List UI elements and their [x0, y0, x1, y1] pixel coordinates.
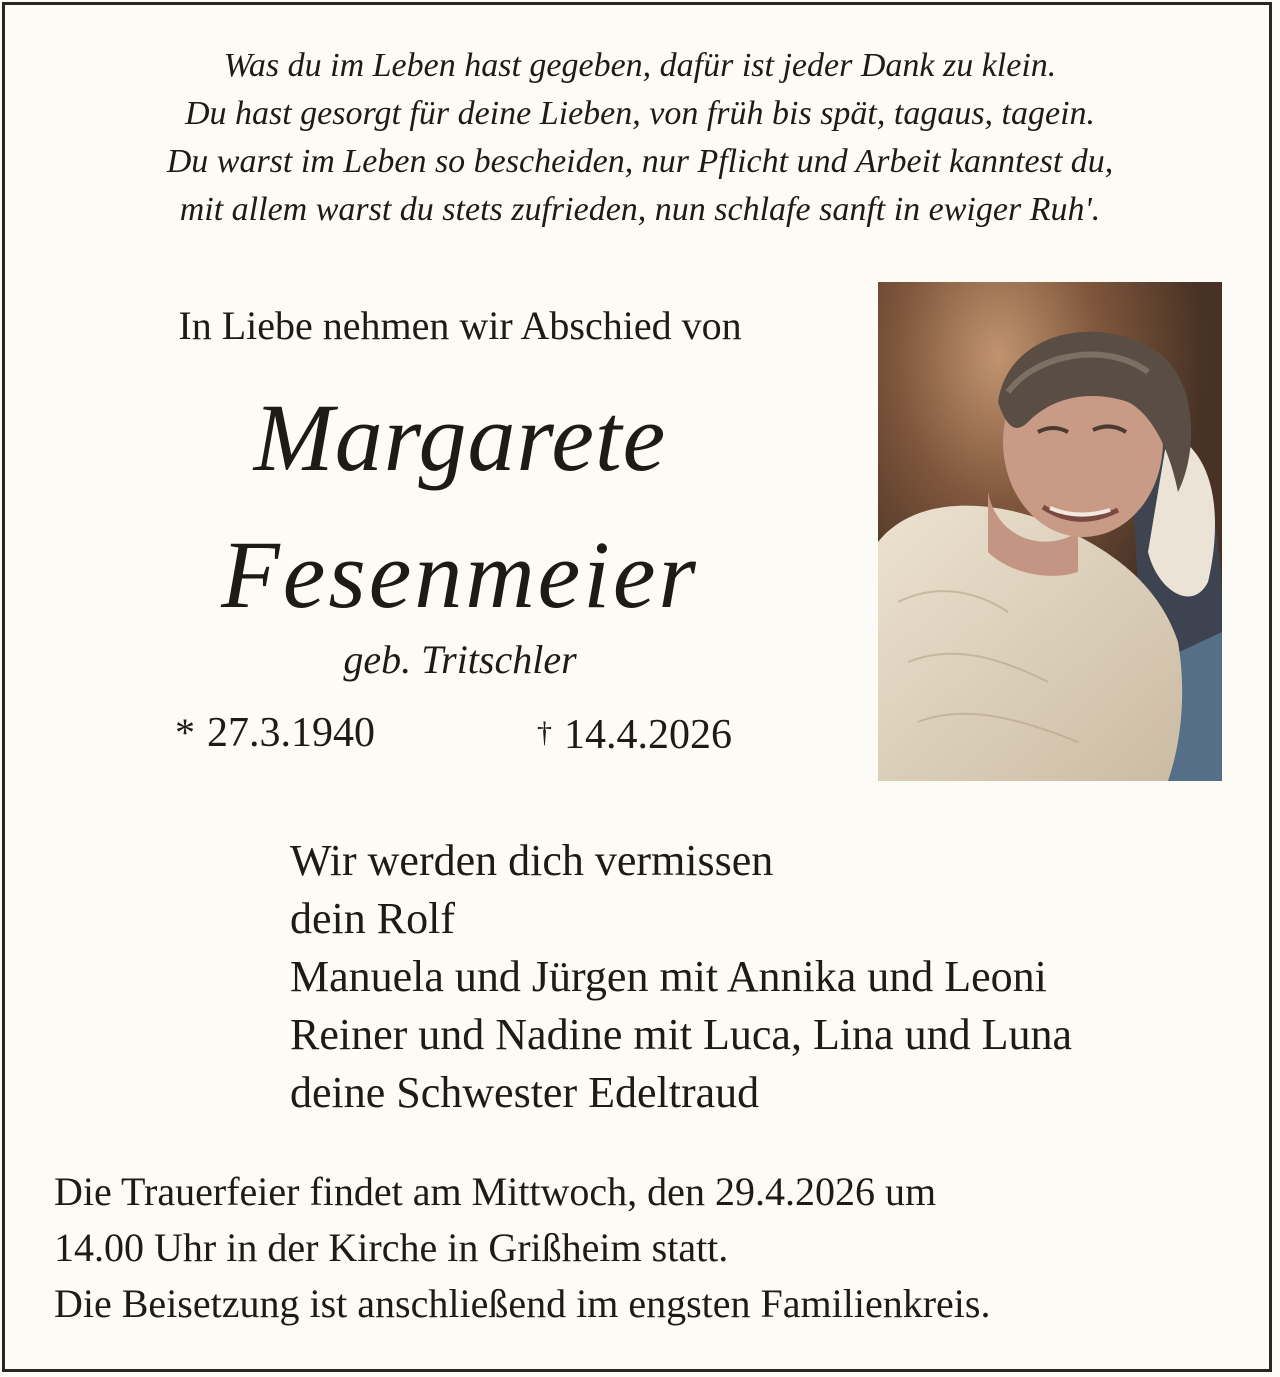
portrait-photo — [878, 282, 1222, 781]
mourners-list — [290, 832, 1072, 1122]
memorial-poem — [20, 42, 1260, 234]
notice-line: Die Trauerfeier findet am Mittwoch, den 29.4.2026 um — [54, 1169, 937, 1214]
funeral-notice — [54, 1164, 990, 1332]
birth-date: 27.3.1940 — [207, 710, 375, 756]
notice-line: Die Beisetzung ist anschließend im engsten Familienkreis. — [54, 1281, 991, 1326]
mourners-line: deine Schwester Edeltraud — [290, 1068, 760, 1117]
farewell-intro: In Liebe nehmen wir Abschied von — [178, 303, 742, 348]
deceased-last-name: Fesenmeier — [221, 521, 699, 628]
poem-line: Du warst im Leben so bescheiden, nur Pflicht und Arbeit kanntest du, — [166, 143, 1114, 180]
birth-date-line — [175, 703, 375, 763]
poem-line: mit allem warst du stets zufrieden, nun schlafe sanft in ewiger Ruh'. — [179, 191, 1101, 228]
death-cross-icon: † — [537, 716, 552, 749]
poem-line: Was du im Leben hast gegeben, dafür ist jeder Dank zu klein. — [223, 47, 1057, 84]
birth-star-icon: * — [175, 710, 195, 755]
portrait-photo-icon — [878, 282, 1222, 781]
mourners-line: Manuela und Jürgen mit Annika und Leoni — [290, 952, 1047, 1001]
mourners-line: dein Rolf — [290, 894, 455, 943]
death-date: 14.4.2026 — [564, 712, 732, 758]
mourners-line: Reiner und Nadine mit Luca, Lina und Luna — [290, 1010, 1072, 1059]
death-date-line — [537, 703, 732, 765]
maiden-name: geb. Tritschler — [343, 637, 577, 682]
poem-line: Du hast gesorgt für deine Lieben, von früh bis spät, tagaus, tagein. — [184, 95, 1096, 132]
mourners-line: Wir werden dich vermissen — [290, 836, 774, 885]
deceased-first-name: Margarete — [253, 384, 667, 491]
notice-line: 14.00 Uhr in der Kirche in Grißheim statt. — [54, 1225, 729, 1270]
